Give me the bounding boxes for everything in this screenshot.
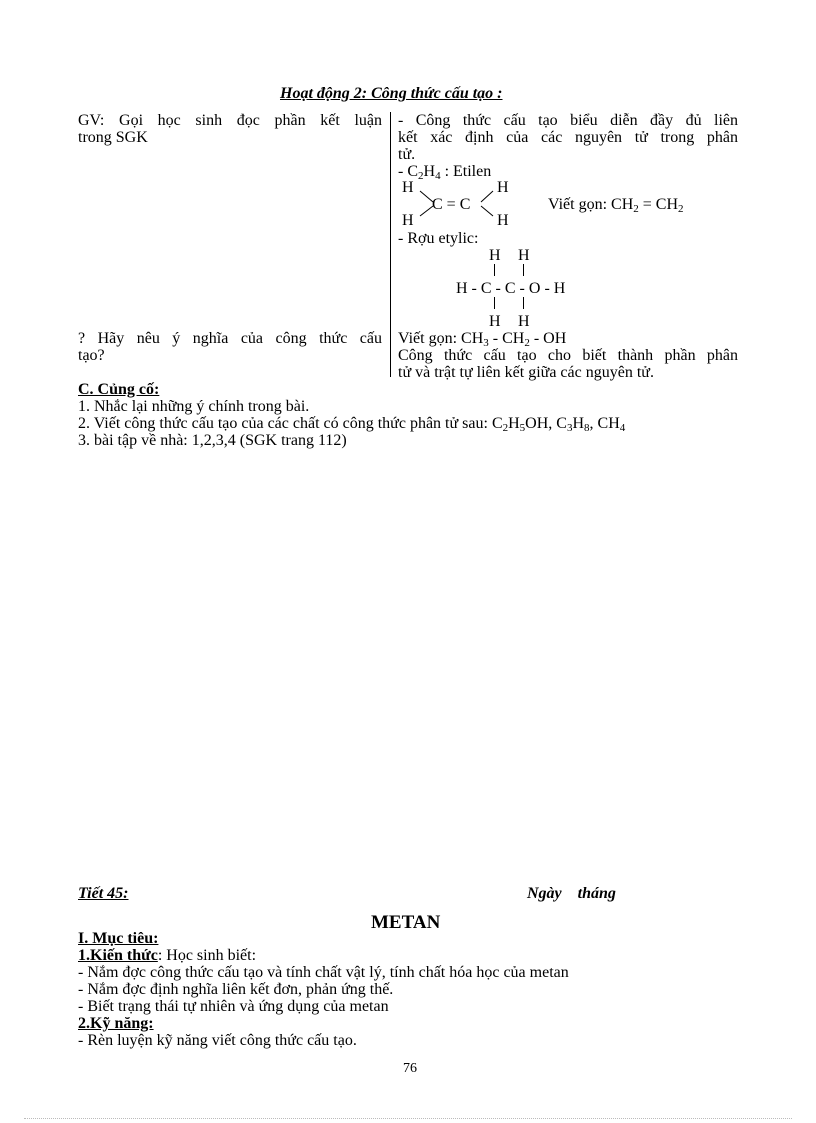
ethanol-bond-bottom-1 <box>494 297 495 309</box>
ethanol-bond-top-2 <box>523 264 524 276</box>
review-heading: C. Củng cố: <box>78 381 160 398</box>
bond-bottom-left <box>420 206 433 216</box>
review-item-3: 3. bài tập về nhà: 1,2,3,4 (SGK trang 112) <box>78 432 347 449</box>
knowledge-item-1: - Nắm đợc công thức cấu tạo và tính chất vật lý, tính chất hóa học của metan <box>78 964 569 981</box>
definition-line1: - Công thức cấu tạo biểu diễn đầy đủ liên <box>398 112 738 129</box>
ethylene-h-top-left: H <box>402 179 414 196</box>
ethylene-label: - $C_2H_4$ : Etilen <box>398 163 492 182</box>
ethanol-h-bottom-1: H <box>489 313 501 330</box>
ethanol-h-bottom-2: H <box>518 313 530 330</box>
ethanol-bond-top-1 <box>494 264 495 276</box>
teacher-prompt-line2: trong SGK <box>78 129 148 146</box>
bond-bottom-right <box>481 206 493 216</box>
lesson-title: METAN <box>371 912 441 933</box>
ethylene-h-top-right: H <box>497 179 509 196</box>
knowledge-heading: 1.Kiến thức <box>78 947 158 964</box>
meaning-line1: Công thức cấu tạo cho biết thành phần phân <box>398 347 738 364</box>
activity-heading: Hoạt động 2: Công thức cấu tạo : <box>280 85 503 102</box>
definition-line2: kết xác định của các nguyên tử trong phân <box>398 129 738 146</box>
bond-top-left <box>420 191 433 202</box>
ethanol-h-top-2: H <box>518 247 530 264</box>
ethylene-h-bottom-right: H <box>497 212 509 229</box>
ethylene-bonds <box>400 178 520 230</box>
knowledge-item-3: - Biết trạng thái tự nhiên và ứng dụng của metan <box>78 998 389 1015</box>
objectives-heading: I. Mục tiêu: <box>78 930 159 947</box>
page-number: 76 <box>403 1061 417 1076</box>
lesson-date: Ngày tháng <box>527 885 616 902</box>
ethanol-bond-bottom-2 <box>523 297 524 309</box>
lesson-period: Tiết 45: <box>78 885 129 902</box>
knowledge-line: 1.Kiến thức: Học sinh biết: <box>78 947 257 964</box>
review-item-2: 2. Viết công thức cấu tạo của các chất có công thức phân tử sau: $C_2H_5OH$, $C_3H_8$, $CH_4$ <box>78 415 626 434</box>
column-divider <box>390 112 391 377</box>
footer-dotted-rule <box>24 1118 792 1119</box>
teacher-prompt-line1: GV: Gọi học sinh đọc phần kết luận <box>78 112 382 129</box>
knowledge-item-2: - Nắm đợc định nghĩa liên kết đơn, phản ứng thế. <box>78 981 394 998</box>
ethanol-label: - Rợu etylic: <box>398 230 479 247</box>
ethanol-main-chain: H - C - C - O - H <box>456 280 566 297</box>
question-line1: ? Hãy nêu ý nghĩa của công thức cấu <box>78 330 382 347</box>
ethanol-h-top-1: H <box>489 247 501 264</box>
definition-line3: tử. <box>398 146 416 163</box>
skills-heading: 2.Kỹ năng: <box>78 1015 154 1032</box>
skills-item-1: - Rèn luyện kỹ năng viết công thức cấu tạo. <box>78 1032 357 1049</box>
review-item-1: 1. Nhắc lại những ý chính trong bài. <box>78 398 310 415</box>
ethylene-short-formula: Viết gọn: $CH_2 = CH_2$ <box>548 196 684 215</box>
ethylene-core: C = C <box>432 196 471 213</box>
ethylene-h-bottom-left: H <box>402 212 414 229</box>
meaning-line2: tử và trật tự liên kết giữa các nguyên tử. <box>398 364 654 381</box>
ethanol-short-formula: Viết gọn: $CH_3 - CH_2$ - OH <box>398 330 567 349</box>
question-line2: tạo? <box>78 347 105 364</box>
bond-top-right <box>481 191 493 202</box>
